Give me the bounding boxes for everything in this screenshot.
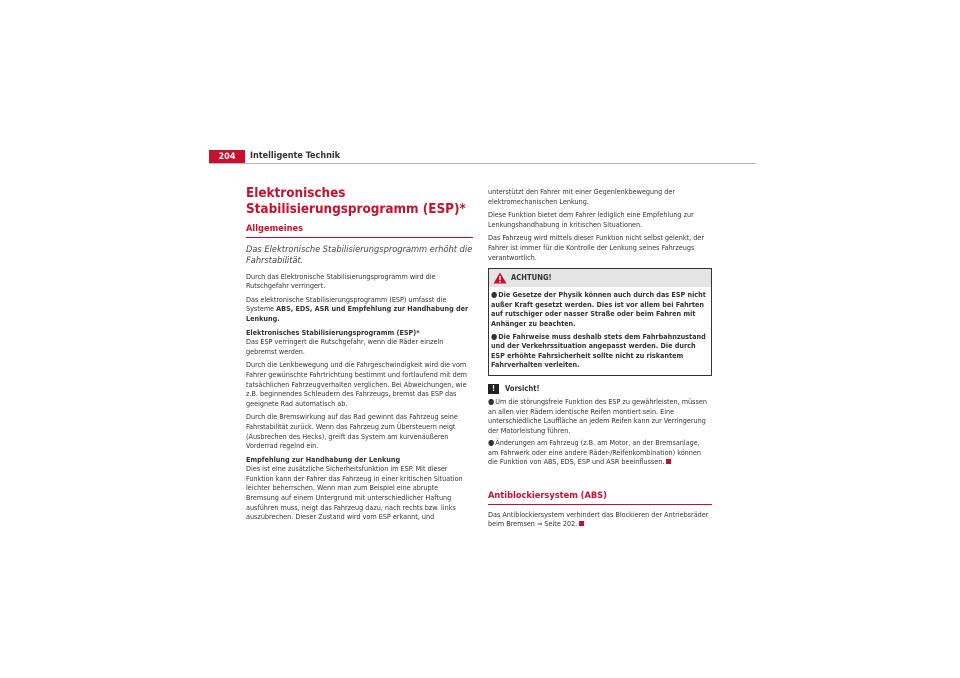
right-column: [488, 187, 712, 533]
bullet-icon: ●: [491, 331, 498, 341]
paragraph: unterstützt den Fahrer mit einer Gegenlenkbewegung der elektromechanischen Lenkung.: [488, 187, 676, 206]
paragraph: Diese Funktion bietet dem Fahrer lediglich eine Empfehlung zur Lenkungshandhabung in kritischen Situationen.: [488, 210, 694, 229]
caution-header: [488, 384, 712, 394]
paragraph: Das Fahrzeug wird mittels dieser Funktion nicht selbst gelenkt, der Fahrer ist immer für die Kontrolle der Lenkung seines Fahrzeugs verantwortlich.: [488, 233, 704, 262]
page-number: 204: [209, 150, 245, 164]
page-title: Elektronisches Stabilisierungsprogramm (ESP)*: [246, 186, 466, 217]
paragraph-systems: [246, 295, 473, 324]
caution-item: [488, 397, 712, 435]
header-divider: [209, 163, 756, 164]
warning-header: [489, 269, 711, 287]
end-marker-icon: [579, 521, 584, 526]
warning-title: ACHTUNG!: [511, 273, 552, 283]
caution-exclamation-icon: !: [488, 384, 499, 394]
abs-paragraph: [488, 510, 712, 529]
systems-list: ABS, EDS, ASR und Empfehlung zur Handhabung der Lenkung.: [246, 304, 469, 323]
left-column: [246, 186, 473, 526]
caution-item-text: Um die störungsfreie Funktion des ESP zu gewährleisten, müssen an allen vier Rädern identische Reifen montiert sein. Eine unterschiedliche Lauffläche an jedem Reifen kann zur Verringerung der Motorleistung führen.: [488, 396, 707, 435]
bullet-icon: ●: [488, 396, 495, 406]
subheading-esp: Elektronisches Stabilisierungsprogramm (ESP)*: [246, 327, 420, 337]
warning-item-text: Die Gesetze der Physik können auch durch das ESP nicht außer Kraft gesetzt werden. Dies ist vor allem bei Fahrten auf rutschiger oder nasser Straße oder beim Fahren mit Anhänger zu beachten.: [491, 290, 706, 328]
paragraph: Durch die Bremswirkung auf das Rad gewinnt das Fahrzeug seine Fahrstabilität zurück. Wenn das Fahrzeug zum Übersteuern neigt (Ausbrechen des Hecks), greift das System am kurvenäußeren Vorderrad regelnd ein.: [246, 412, 458, 451]
warning-body: [489, 287, 711, 375]
paragraph: Durch die Lenkbewegung und die Fahrgeschwindigkeit wird die vom Fahrer gewünschte Fahrtrichtung bestimmt und fortlaufend mit dem tatsächlichen Fahrzeugverhalten verglichen. Bei Abweichungen, wie z.B. beginnendes Schleudern des Fahrzeugs, bremst das ESP das geeignete Rad automatisch ab.: [246, 360, 467, 408]
warning-box: [488, 268, 712, 376]
intro-text: Das Elektronische Stabilisierungsprogramm erhöht die Fahrstabilität.: [246, 243, 473, 266]
abs-text: Das Antiblockiersystem verhindert das Blockieren der Antriebsräder beim Bremsen: [488, 509, 709, 529]
caution-item-text: Änderungen am Fahrzeug (z.B. am Motor, an der Bremsanlage, am Fahrwerk oder eine andere Räder-/Reifenkombination) können die Funktion von ABS, EDS, ESP und ASR beeinflussen.: [488, 438, 701, 467]
caution-item: [488, 438, 712, 467]
section-title-abs: Antiblockiersystem (ABS): [488, 491, 712, 505]
section-title-allgemeines: Allgemeines: [246, 224, 473, 238]
paragraph: Dies ist eine zusätzliche Sicherheitsfunktion im ESP. Mit dieser Funktion kann der Fahrer das Fahrzeug in einer kritischen Situation leichter beherrschen. Wenn man zum Beispiel eine abrupte Bremsung auf einem Untergrund mit unterschiedlicher Haftung ausführen muss, neigt das Fahrzeug dazu, nach rechts bzw. links auszubrechen. Dieser Zustand wird vom ESP erkannt, und: [246, 464, 463, 522]
warning-item: [491, 332, 707, 370]
warning-item: [491, 290, 707, 328]
paragraph-text: Das elektronische Stabilisierungsprogramm (ESP) umfasst die Systeme: [246, 294, 447, 314]
page-reference-link[interactable]: ⇒ Seite 202.: [536, 519, 578, 529]
bullet-icon: ●: [488, 438, 495, 448]
warning-triangle-icon: [493, 272, 507, 284]
subheading-steering: Empfehlung zur Handhabung der Lenkung: [246, 454, 401, 464]
warning-item-text: Die Fahrweise muss deshalb stets dem Fahrbahnzustand und der Verkehrssituation angepasst werden. Die durch ESP erhöhte Fahrsicherheit sollte nicht zu riskantem Fahrverhalten verleiten.: [491, 331, 706, 370]
end-marker-icon: [666, 459, 671, 464]
caution-title: Vorsicht!: [505, 384, 540, 394]
paragraph: Das ESP verringert die Rutschgefahr, wenn die Räder einzeln gebremst werden.: [246, 337, 444, 356]
paragraph: Durch das Elektronische Stabilisierungsprogramm wird die Rutschgefahr verringert.: [246, 271, 436, 291]
bullet-icon: ●: [491, 290, 498, 300]
chapter-title: Intelligente Technik: [250, 151, 341, 161]
